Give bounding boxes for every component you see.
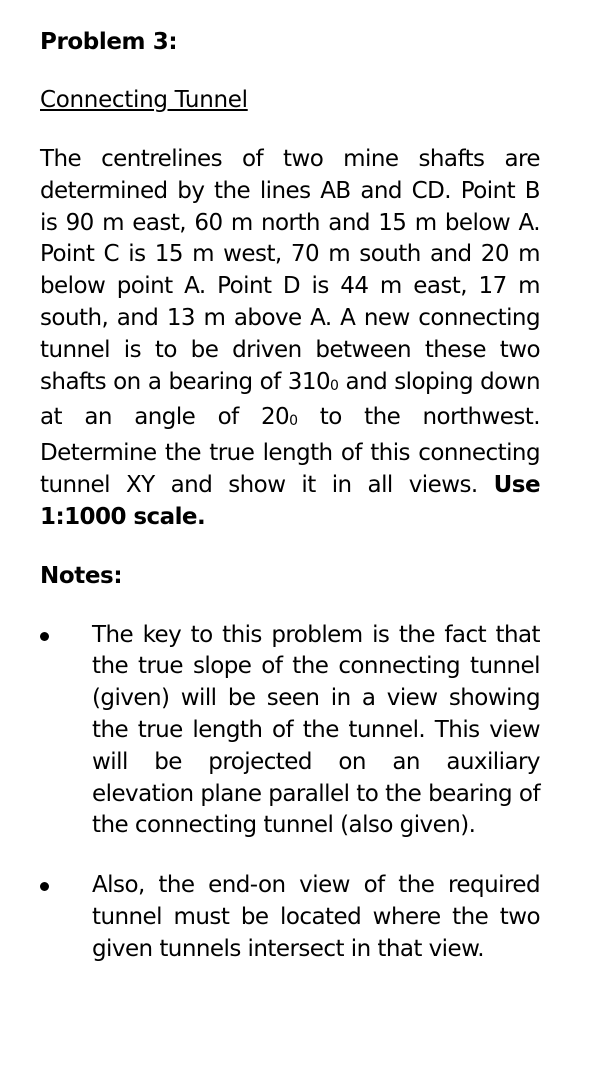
bullet-icon: [40, 882, 49, 891]
statement-text-part1: The centrelines of two mine shafts are determined by the lines AB and CD. Point B is 90 m east, 60 m north and 15 m below A. Point C is 15 m west, 70 m south and 20 m below point A. Point D is 44 m east, 17 m south, and 13 m above A. A new connecting tunnel is to be driven between these two shafts on a bearing of 310: [40, 146, 540, 395]
note-item: [40, 870, 540, 965]
note-item: [40, 620, 540, 843]
problem-title: Problem 3:: [40, 29, 178, 55]
degree-mark-1: 0: [330, 377, 339, 394]
notes-heading: Notes:: [40, 562, 123, 589]
statement-text-part3: to the northwest. Determine the true length of this connecting tunnel XY and show it in all views.: [40, 404, 540, 498]
note-text: The key to this problem is the fact that the true slope of the connecting tunnel (given) will be seen in a view showing the true length of the tunnel. This view will be projected on an auxiliary elevation plane parallel to the bearing of the connecting tunnel (also given).: [92, 621, 540, 839]
statement-text-part2: and sloping down at an angle of 20: [40, 368, 540, 431]
problem-subtitle: Connecting Tunnel: [40, 87, 248, 113]
problem-statement: [40, 144, 540, 534]
degree-mark-2: 0: [289, 413, 298, 430]
notes-list: [40, 620, 540, 966]
scale-instruction: Use 1:1000 scale.: [40, 471, 540, 530]
bullet-icon: [40, 632, 49, 641]
note-text: Also, the end-on view of the required tunnel must be located where the two given tunnels intersect in that view.: [92, 872, 540, 962]
